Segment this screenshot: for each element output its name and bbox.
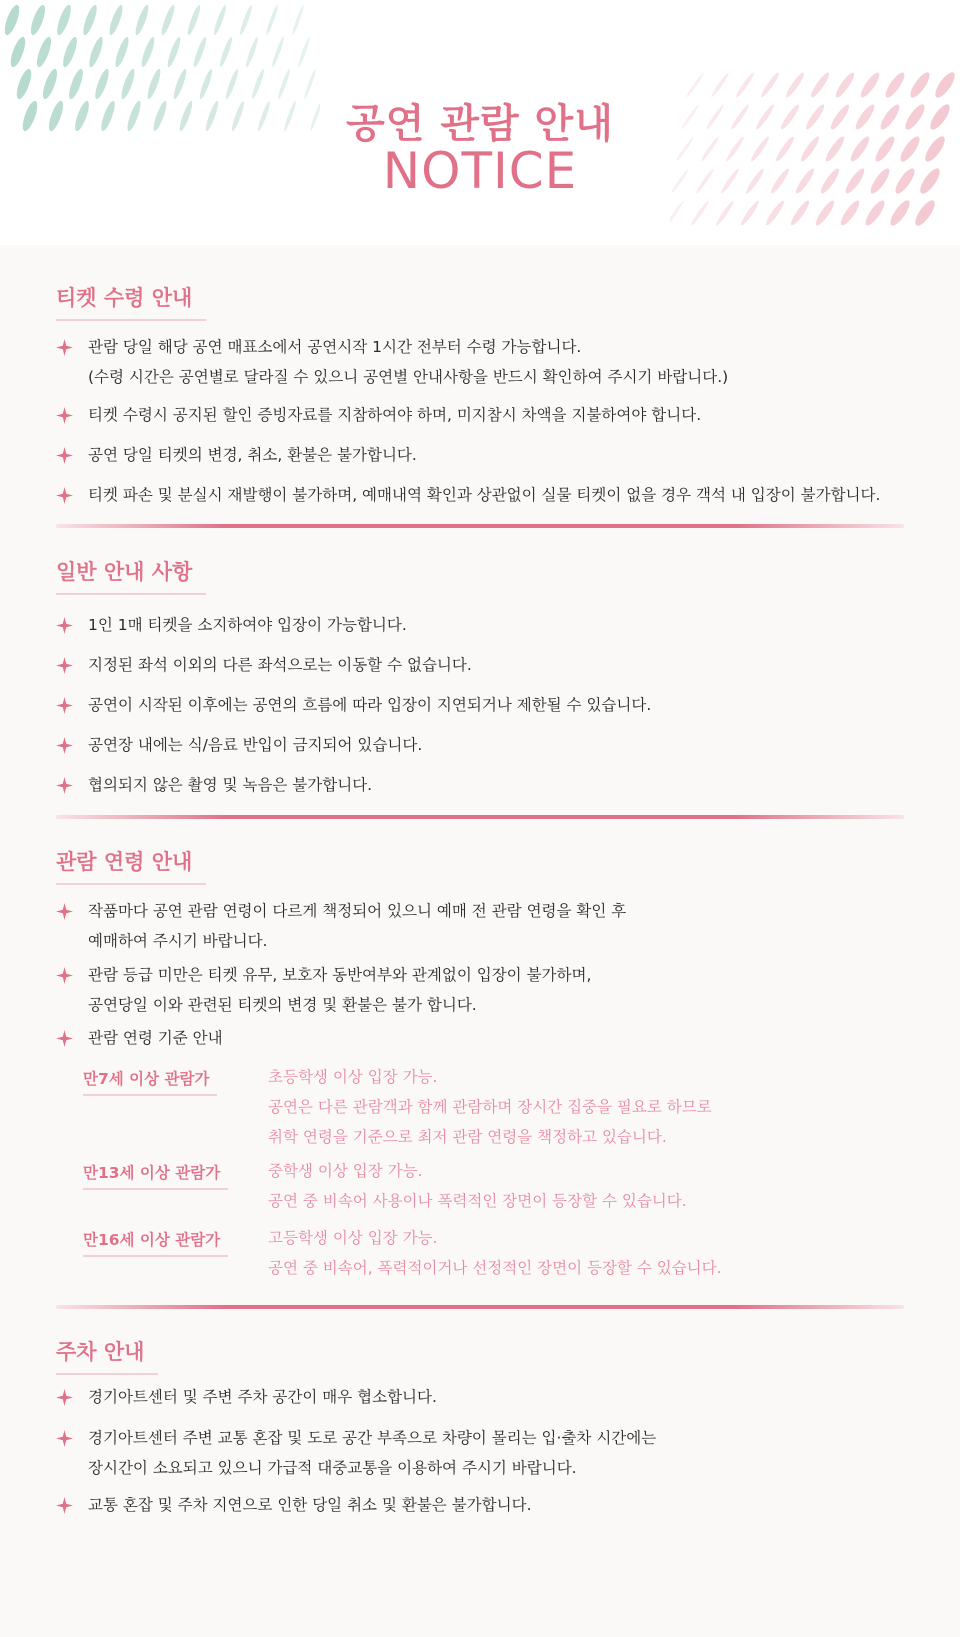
item-text: 관람 연령 기준 안내: [88, 1029, 223, 1047]
age-rating-description: 고등학생 이상 입장 가능. 공연 중 비속어, 폭력적이거나 선정적인 장면이 등장할 수 있습니다.: [268, 1229, 722, 1277]
leaf-shape: [54, 3, 73, 36]
leaf-shape: [192, 36, 208, 68]
leaf-shape: [813, 198, 837, 227]
page-subtitle: NOTICE: [382, 142, 578, 200]
section-divider: [56, 815, 904, 819]
leaf-shape: [113, 36, 131, 69]
four-point-star-icon: [56, 487, 73, 504]
four-point-star-icon: [56, 407, 73, 424]
leaf-shape: [297, 36, 311, 67]
item-text: 관람 등급 미만은 티켓 유무, 보호자 동반여부와 관계없이 입장이 불가하며, 공연당일 이와 관련된 티켓의 변경 및 환불은 불가 합니다.: [88, 966, 592, 1014]
leaf-shape: [107, 4, 125, 37]
item-text: 관람 당일 해당 공연 매표소에서 공연시작 1시간 전부터 수령 가능합니다. (수령 시간은 공연별로 달라질 수 있으니 공연별 안내사항을 반드시 확인하여 주시기 바랍니다.): [88, 338, 729, 386]
item-text: 교통 혼잡 및 주차 지연으로 인한 당일 취소 및 환불은 불가합니다.: [88, 1496, 532, 1514]
age-rating-label: 만16세 이상 관람가: [83, 1228, 228, 1257]
four-point-star-icon: [56, 1497, 73, 1514]
age-rating-row-16: [0, 1228, 960, 1288]
four-point-star-icon: [56, 1430, 73, 1447]
leaf-shape: [887, 198, 913, 228]
section-divider: [56, 1305, 904, 1309]
leaf-shape: [87, 36, 106, 69]
leaf-shape: [271, 36, 286, 67]
leaf-shape: [838, 198, 862, 228]
leaf-shape: [764, 199, 786, 227]
four-point-star-icon: [56, 967, 73, 984]
leaf-shape: [863, 198, 888, 228]
notice-content: [0, 245, 960, 1637]
leaf-shape: [160, 4, 177, 36]
leaf-shape: [218, 36, 234, 68]
leaf-shape: [912, 198, 938, 229]
section-title: 주차 안내: [56, 1336, 158, 1375]
item-text: 지정된 좌석 이외의 다른 좌석으로는 이동할 수 없습니다.: [88, 656, 472, 674]
four-point-star-icon: [56, 1030, 73, 1047]
section-title: 티켓 수령 안내: [56, 282, 206, 321]
leaf-shape: [690, 200, 710, 227]
leaf-shape: [291, 4, 305, 35]
leaf-shape: [715, 199, 736, 226]
four-point-star-icon: [56, 339, 73, 356]
leaf-shape: [166, 36, 183, 68]
four-point-star-icon: [56, 737, 73, 754]
leaf-shape: [28, 3, 48, 36]
leaf-shape: [133, 4, 151, 36]
leaf-shape: [789, 199, 812, 228]
leaf-shape: [212, 4, 228, 36]
age-rating-label: 만13세 이상 관람가: [83, 1161, 228, 1190]
four-point-star-icon: [56, 903, 73, 920]
item-text: 경기아트센터 주변 교통 혼잡 및 도로 공간 부족으로 차량이 몰리는 입·출차 시간에는 장시간이 소요되고 있으니 가급적 대중교통을 이용하여 주시기 바랍니다.: [88, 1429, 657, 1477]
item-text: 공연장 내에는 식/음료 반입이 금지되어 있습니다.: [88, 736, 423, 754]
leaf-shape: [8, 35, 28, 68]
age-rating-description: 중학생 이상 입장 가능. 공연 중 비속어 사용이나 폭력적인 장면이 등장할 수 있습니다.: [268, 1162, 687, 1210]
section-title: 관람 연령 안내: [56, 846, 206, 885]
page-header: [0, 0, 960, 245]
item-text: 공연이 시작된 이후에는 공연의 흐름에 따라 입장이 지연되거나 제한될 수 있습니다.: [88, 696, 652, 714]
four-point-star-icon: [56, 617, 73, 634]
age-rating-row-7: [0, 1067, 960, 1157]
leaf-shape: [34, 35, 54, 68]
leaf-shape: [186, 4, 202, 36]
section-divider: [56, 524, 904, 528]
four-point-star-icon: [56, 777, 73, 794]
four-point-star-icon: [56, 447, 73, 464]
leaf-shape: [739, 199, 761, 227]
item-text: 경기아트센터 및 주변 주차 공간이 매우 협소합니다.: [88, 1388, 437, 1406]
leaf-shape: [139, 36, 157, 68]
leaf-shape: [244, 36, 259, 68]
item-text: 티켓 파손 및 분실시 재발행이 불가하며, 예매내역 확인과 상관없이 실물 티켓이 없을 경우 객석 내 입장이 불가합니다.: [88, 486, 881, 504]
age-rating-label: 만7세 이상 관람가: [83, 1067, 217, 1096]
leaf-shape: [265, 4, 280, 35]
age-rating-row-13: [0, 1161, 960, 1221]
item-text: 티켓 수령시 공지된 할인 증빙자료를 지참하여야 하며, 미지참시 차액을 지불하여야 합니다.: [88, 406, 702, 424]
leaf-shape: [670, 200, 685, 226]
age-rating-description: 초등학생 이상 입장 가능. 공연은 다른 관람객과 함께 관람하며 장시간 집중을 필요로 하므로 취학 연령을 기준으로 최저 관람 연령을 책정하고 있습니다.: [268, 1068, 712, 1146]
leaf-shape: [60, 35, 79, 68]
four-point-star-icon: [56, 697, 73, 714]
item-text: 협의되지 않은 촬영 및 녹음은 불가합니다.: [88, 776, 373, 794]
item-text: 1인 1매 티켓을 소지하여야 입장이 가능합니다.: [88, 616, 407, 634]
item-text: 공연 당일 티켓의 변경, 취소, 환불은 불가합니다.: [88, 446, 417, 464]
section-title: 일반 안내 사항: [56, 556, 206, 595]
leaf-shape: [81, 4, 100, 37]
leaf-shape: [238, 4, 253, 36]
item-text: 작품마다 공연 관람 연령이 다르게 책정되어 있으니 예매 전 관람 연령을 확인 후 예매하여 주시기 바랍니다.: [88, 902, 627, 950]
leaf-shape: [2, 3, 22, 36]
four-point-star-icon: [56, 657, 73, 674]
four-point-star-icon: [56, 1389, 73, 1406]
page-title: 공연 관람 안내: [346, 101, 614, 147]
